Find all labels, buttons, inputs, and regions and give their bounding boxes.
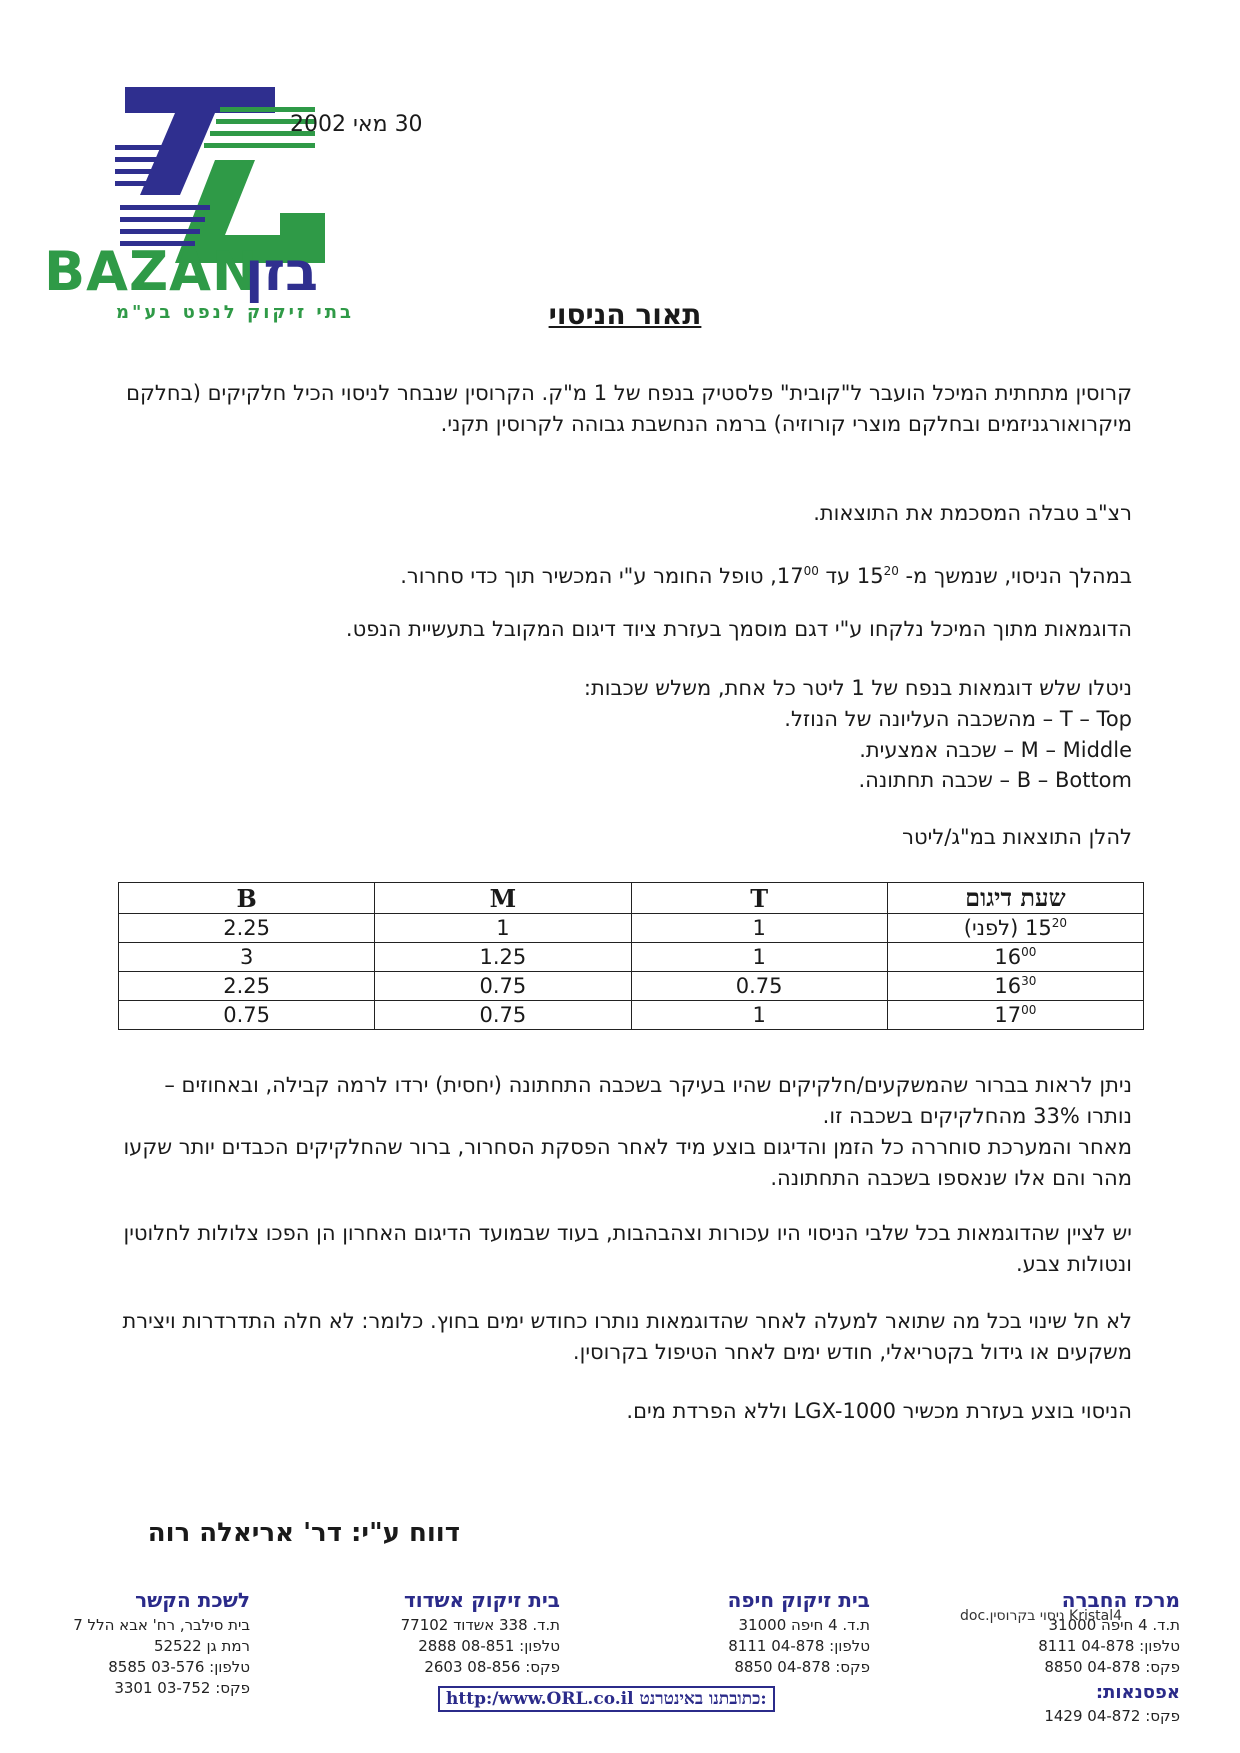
office-line: פקס: 04-878 8850: [1044, 1658, 1180, 1676]
office-name: מרכז החברה: [1061, 1588, 1180, 1612]
office-line: טלפון: 04-878 8111: [728, 1637, 870, 1655]
office-line: טלפון: 03-576 8585: [108, 1658, 250, 1676]
office-hq: [940, 1585, 1180, 1727]
table-row: [119, 972, 1144, 1001]
office-name: בית זיקוק אשדוד: [404, 1588, 560, 1612]
office-line: ת.ד. 338 אשדוד 77102: [400, 1616, 560, 1634]
paragraph-explanation: מאחר והמערכת סוחררה כל הזמן והדיגום בוצע מיד לאחר הפסקת הסחרור, ברור שהחלקיקים הכבדים יותר שקעו מהר והם אלו שנאספו בשכבה התחתונה.: [123, 1135, 1132, 1190]
layer-item: B – Bottom – שכבה תחתונה.: [858, 768, 1132, 792]
office-line: ת.ד. 4 חיפה 31000: [1048, 1616, 1180, 1634]
office-subname: אפסנאות:: [1095, 1682, 1180, 1703]
cell-m: 1.25: [375, 943, 631, 972]
website-box: [438, 1686, 775, 1712]
column-header-b: B: [119, 883, 375, 914]
paragraph-duration: במהלך הניסוי, שנמשך מ- $15^{20}$ עד $17^{00}$, טופל החומר ע"י המכשיר תוך כדי סחרור.: [400, 564, 1132, 588]
office-line: פקס: 08-856 2603: [424, 1658, 560, 1676]
paragraph-intro: קרוסין מתחתית המיכל הועבר ל"קובית" פלסטיק בנפח של 1 מ"ק. הקרוסין שנבחר לניסוי הכיל חלקיקים (בחלקם מיקרואורגניזמים ובחלקם מוצרי קורוזיה) ברמה הנחשבת גבוהה לקרוסין תקני.: [126, 381, 1132, 436]
cell-m: 0.75: [375, 972, 631, 1001]
paragraph-results-intro: להלן התוצאות במ"ג/ליטר: [902, 825, 1132, 849]
website-url[interactable]: http:/www.ORL.co.il: [446, 1689, 634, 1709]
layer-item: M – Middle – שכבה אמצעית.: [859, 738, 1132, 762]
layer-item: T – Top – מהשכבה העליונה של הנוזל.: [784, 707, 1132, 731]
cell-b: 2.25: [119, 914, 375, 943]
cell-t: 1: [631, 1001, 887, 1030]
office-line: פקס: 03-752 3301: [114, 1679, 250, 1697]
website-label: כתובתנו באינטרנט:: [639, 1689, 767, 1709]
cell-time: $15^{20}$ (לפני): [887, 914, 1143, 943]
table-row: [119, 943, 1144, 972]
column-header-m: M: [375, 883, 631, 914]
cell-t: 0.75: [631, 972, 887, 1001]
office-line: טלפון: 08-851 2888: [418, 1637, 560, 1655]
logo-hebrew-text: בזן: [245, 240, 319, 303]
paragraph-layers-intro: ניטלו שלש דוגמאות בנפח של 1 ליטר כל אחת, משלש שכבות:: [583, 676, 1132, 700]
column-header-t: T: [631, 883, 887, 914]
cell-time: $16^{00}$: [887, 943, 1143, 972]
paragraph-conclusion: ניתן לראות בברור שהמשקעים/חלקיקים שהיו בעיקר בשכבה התחתונה (יחסית) ירדו לרמה קבילה, ובאחוזים – נותרו 33% מהחלקיקים בשכבה זו.: [164, 1073, 1132, 1128]
office-line: בית סילבר, רח' אבא הלל 7: [73, 1616, 250, 1634]
office-liaison: [50, 1585, 250, 1699]
office-line: רמת גן 52522: [153, 1637, 250, 1655]
cell-t: 1: [631, 943, 887, 972]
paragraph-appearance: יש לציין שהדוגמאות בכל שלבי הניסוי היו עכורות וצהבהבות, בעוד שבמועד הדיגום האחרון הן הפכו צלולות לחלוטין ונטולות צבע.: [123, 1221, 1132, 1276]
office-name: בית זיקוק חיפה: [727, 1588, 870, 1612]
office-name: לשכת הקשר: [135, 1588, 250, 1612]
table-row: [119, 914, 1144, 943]
paragraph-stability: לא חל שינוי בכל מה שתואר למעלה לאחר שהדוגמאות נותרו כחודש ימים בחוץ. כלומר: לא חלה התדרדרות ויצירת משקעים או גידול בקטריאלי, חודש ימים לאחר הטיפול בקרוסין.: [122, 1309, 1132, 1364]
document-title: תאור הניסוי: [548, 298, 702, 331]
cell-time: $16^{30}$: [887, 972, 1143, 1001]
office-line: פקס: 04-878 8850: [734, 1658, 870, 1676]
office-ashdod: [320, 1585, 560, 1678]
cell-m: 0.75: [375, 1001, 631, 1030]
paragraph-equipment: הניסוי בוצע בעזרת מכשיר LGX-1000 וללא הפרדת מים.: [626, 1399, 1132, 1423]
table-header-row: [119, 883, 1144, 914]
doc-filename: doc.ניסוי בקרוסין Kristal4: [960, 1608, 1123, 1624]
signed-by: דווח ע"י: דר' אריאלה רוה: [147, 1518, 460, 1548]
cell-b: 2.25: [119, 972, 375, 1001]
cell-time: $17^{00}$: [887, 1001, 1143, 1030]
table-row: [119, 1001, 1144, 1030]
results-table: [118, 882, 1144, 1030]
paragraph-sampling: הדוגמאות מתוך המיכל נלקחו ע"י דגם מוסמך בעזרת ציוד דיגום המקובל בתעשיית הנפט.: [345, 617, 1132, 641]
office-line: ת.ד. 4 חיפה 31000: [738, 1616, 870, 1634]
cell-b: 0.75: [119, 1001, 375, 1030]
cell-m: 1: [375, 914, 631, 943]
cell-t: 1: [631, 914, 887, 943]
office-line: פקס: 04-872 1429: [1044, 1707, 1180, 1725]
office-line: טלפון: 04-878 8111: [1038, 1637, 1180, 1655]
logo-subtitle: בתי זיקוק לנפט בע"מ: [115, 302, 354, 323]
cell-b: 3: [119, 943, 375, 972]
logo-latin-text: BAZAN: [44, 240, 259, 303]
document-date: 30 מאי 2002: [290, 112, 423, 137]
paragraph-summary-note: רצ"ב טבלה המסכמת את התוצאות.: [813, 501, 1132, 525]
column-header-time: שעת דיגום: [887, 883, 1143, 914]
office-haifa: [630, 1585, 870, 1678]
